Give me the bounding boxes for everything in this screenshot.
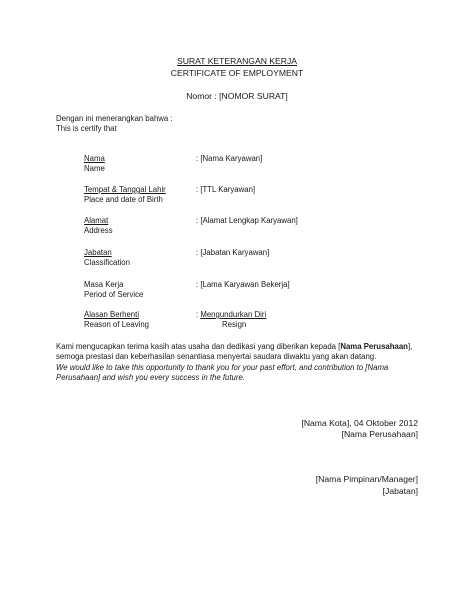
closing-line-1-text: Kami mengucapkan terima kasih atas usaha dan dedikasi yang diberikan kepada [ [56, 342, 341, 351]
signature-position: [Jabatan] [382, 486, 418, 496]
closing-en-line-2: Perusahaan] and wish you every success in the future. [56, 373, 245, 383]
field-value-name: : [Nama Karyawan] [196, 154, 263, 163]
document-title: SURAT KETERANGAN KERJA [176, 56, 298, 66]
field-label-address-en: Address [84, 226, 113, 235]
field-value-birth: : [TTL Karyawan] [196, 185, 256, 194]
field-label-birth: Tempat & Tanggal Lahir [84, 185, 166, 194]
field-label-name: Nama [84, 154, 105, 163]
field-label-name-en: Name [84, 164, 105, 173]
field-label-reason: Alasan Berhenti [84, 310, 140, 319]
place-date: [Nama Kota], 04 Oktober 2012 [301, 418, 418, 428]
field-label-classification: Jabatan [84, 248, 112, 257]
field-value-reason-prefix: : [196, 310, 201, 319]
field-value-classification: : [Jabatan Karyawan] [196, 248, 270, 257]
closing-en-line-1: We would like to take this opportunity to thank you for your past effort, and contribution to [Nama [56, 362, 389, 372]
closing-line-1-end: ], [407, 342, 413, 351]
field-label-classification-en: Classification [84, 258, 130, 267]
field-label-period: Masa Kerja [84, 280, 124, 289]
intro-id: Dengan ini menerangkan bahwa : [56, 114, 173, 123]
signature-leader: [Nama Pimpinan/Manager] [315, 474, 418, 484]
field-value-period: : [Lama Karyawan Bekerja] [196, 280, 290, 289]
field-label-address: Alamat [84, 216, 109, 225]
field-label-period-en: Period of Service [84, 290, 144, 299]
field-label-birth-en: Place and date of Birth [84, 195, 163, 204]
field-value-address: : [Alamat Lengkap Karyawan] [196, 216, 298, 225]
closing-company: Nama Perusahaan [340, 342, 408, 351]
field-value-reason-en: Resign [222, 320, 247, 329]
field-value-reason-id: Mengundurkan Diri [200, 310, 267, 319]
field-label-reason-en: Reason of Leaving [84, 320, 150, 329]
document-number: Nomor : [NOMOR SURAT] [186, 91, 288, 101]
signature-company: [Nama Perusahaan] [341, 429, 418, 439]
closing-line-1 [56, 342, 421, 352]
closing-line-2: semoga prestasi dan keberhasilan senantiasa menyertai saudara diwaktu yang akan datang. [56, 352, 377, 362]
closing-paragraph [56, 342, 421, 384]
intro-en: This is certify that [56, 124, 117, 133]
field-value-reason [196, 310, 266, 320]
document-subtitle: CERTIFICATE OF EMPLOYMENT [170, 68, 304, 78]
